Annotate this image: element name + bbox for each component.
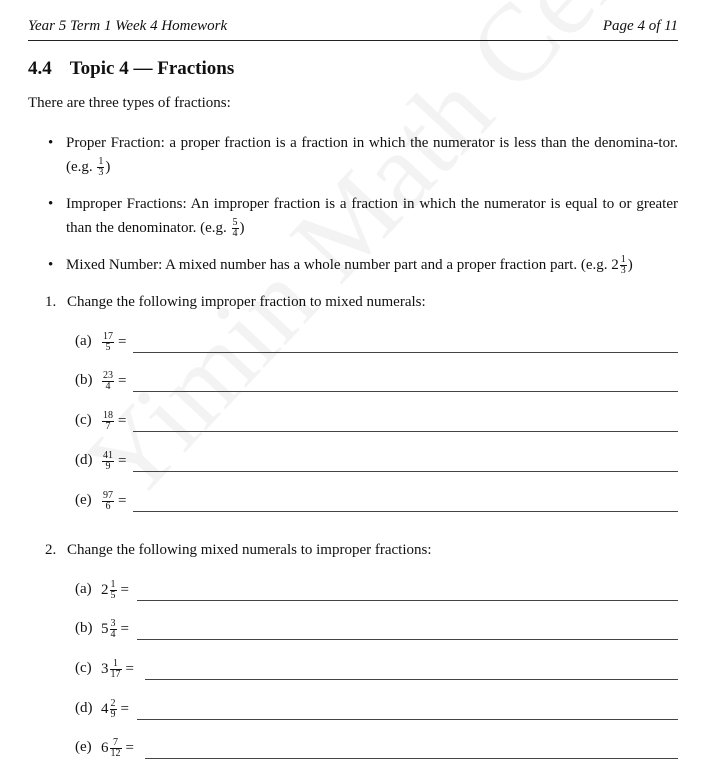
item-label: (c) — [75, 660, 92, 676]
question-number: 1. — [45, 294, 57, 310]
section-title — [28, 58, 234, 80]
section-number: 4.4 — [28, 58, 52, 79]
equals-sign: = — [120, 620, 129, 637]
item-expression — [101, 406, 126, 436]
intro-text: There are three types of fractions: — [28, 95, 231, 111]
answer-line[interactable] — [133, 391, 678, 392]
denominator: 9 — [105, 460, 111, 472]
fraction-stack — [102, 411, 114, 432]
bullet-item — [48, 131, 678, 179]
section-heading: Topic 4 — Fractions — [69, 58, 235, 79]
numerator: 1 — [98, 156, 104, 168]
fraction-stack — [102, 332, 114, 353]
fraction — [101, 371, 115, 392]
numerator: 18 — [103, 409, 113, 421]
item-expression — [101, 694, 129, 724]
exercise-item — [75, 575, 678, 605]
equals-sign: = — [118, 492, 127, 509]
equals-sign: = — [118, 372, 127, 389]
equals-sign: = — [125, 739, 134, 756]
answer-line[interactable] — [145, 679, 678, 680]
item-label: (a) — [75, 581, 92, 597]
whole-part: 5 — [101, 620, 109, 637]
fraction — [611, 254, 628, 277]
page-header — [28, 16, 678, 41]
item-expression — [101, 486, 126, 516]
exercise-item — [75, 366, 678, 396]
header-title: Year 5 Term 1 Week 4 Homework — [28, 18, 228, 34]
equals-sign: = — [125, 660, 134, 677]
answer-line[interactable] — [137, 639, 678, 640]
fraction-stack — [102, 371, 114, 392]
fraction-stack — [110, 580, 117, 601]
item-expression — [101, 654, 134, 684]
item-expression — [101, 327, 126, 357]
fraction-stack — [110, 699, 117, 720]
fraction — [101, 411, 115, 432]
equals-sign: = — [118, 412, 127, 429]
numerator: 1 — [110, 659, 122, 670]
answer-line[interactable] — [137, 600, 678, 601]
item-expression — [101, 446, 126, 476]
fraction — [101, 738, 123, 759]
page-number: Page 4 of 11 — [602, 18, 678, 34]
numerator: 17 — [103, 330, 113, 342]
fraction — [101, 699, 118, 720]
fraction — [101, 619, 118, 640]
question-number: 2. — [45, 542, 57, 558]
question-text: Change the following mixed numerals to improper fractions: — [67, 542, 432, 558]
item-expression — [101, 366, 126, 396]
fraction-stack — [110, 738, 122, 759]
answer-line[interactable] — [133, 511, 678, 512]
fraction — [101, 491, 115, 512]
numerator: 1 — [620, 254, 626, 266]
item-label: (a) — [75, 333, 92, 349]
numerator: 5 — [232, 217, 238, 229]
exercise-item — [75, 406, 678, 436]
fraction — [101, 332, 115, 353]
bullet-item — [48, 253, 678, 277]
fraction-stack — [97, 157, 104, 178]
item-label: (b) — [75, 620, 93, 636]
denominator: 3 — [620, 265, 626, 277]
item-label: (b) — [75, 372, 93, 388]
whole-part: 2 — [101, 581, 109, 598]
bullet-dot: • — [48, 257, 54, 273]
bullet-text: Mixed Number: A mixed number has a whole number part and a proper fraction part. (e.g. 2 $\frac{1}{3}$ ) — [66, 254, 633, 277]
answer-line[interactable] — [145, 758, 678, 759]
numerator: 3 — [110, 617, 116, 629]
exercise-item — [75, 694, 678, 724]
whole-part: 4 — [101, 700, 109, 717]
item-label: (c) — [75, 412, 92, 428]
bullet-dot: • — [48, 196, 54, 212]
answer-line[interactable] — [133, 431, 678, 432]
denominator: 5 — [110, 589, 116, 601]
bullet-text: Improper Fractions: An improper fraction is a fraction in which the numerator is equal to or greater than the denominator. (e.g. $\frac{5}{4}$ ) — [66, 196, 678, 240]
bullet-item — [48, 192, 678, 240]
question-text: Change the following improper fraction to mixed numerals: — [67, 294, 426, 310]
numerator: 1 — [110, 578, 116, 590]
numerator: 97 — [103, 489, 113, 501]
equals-sign: = — [120, 700, 129, 717]
whole-part: 3 — [101, 660, 109, 677]
item-label: (e) — [75, 492, 92, 508]
answer-line[interactable] — [137, 719, 678, 720]
exercise-item — [75, 446, 678, 476]
question-prompt — [45, 294, 426, 311]
equals-sign: = — [120, 581, 129, 598]
item-expression — [101, 614, 129, 644]
item-expression — [101, 733, 134, 763]
fraction-stack — [620, 255, 627, 276]
fraction-stack — [232, 218, 239, 239]
denominator: 12 — [110, 747, 121, 759]
denominator: 9 — [110, 708, 116, 720]
fraction — [101, 451, 115, 472]
whole-part: 6 — [101, 739, 109, 756]
numerator: 2 — [110, 697, 116, 709]
denominator: 4 — [105, 380, 111, 392]
numerator: 23 — [103, 369, 113, 381]
denominator: 5 — [105, 341, 111, 353]
denominator: 4 — [110, 628, 116, 640]
bullet-dot: • — [48, 135, 54, 151]
fraction-stack — [110, 619, 117, 640]
answer-line[interactable] — [133, 352, 678, 353]
whole-part: 2 — [611, 257, 619, 273]
denominator: 7 — [105, 420, 111, 432]
fraction — [96, 156, 105, 179]
exercise-item — [75, 486, 678, 516]
numerator: 41 — [103, 449, 113, 461]
numerator: 7 — [110, 738, 122, 749]
denominator: 4 — [232, 228, 238, 240]
fraction-stack — [102, 451, 114, 472]
exercise-item — [75, 614, 678, 644]
exercise-item — [75, 733, 678, 763]
exercise-item — [75, 327, 678, 357]
exercise-item — [75, 654, 678, 684]
item-label: (d) — [75, 452, 93, 468]
denominator: 17 — [110, 668, 121, 680]
denominator: 3 — [98, 167, 104, 179]
item-expression — [101, 575, 129, 605]
denominator: 6 — [105, 500, 111, 512]
fraction — [231, 217, 240, 240]
question-prompt — [45, 542, 432, 559]
fraction-stack — [110, 659, 122, 680]
fraction-stack — [102, 491, 114, 512]
item-label: (d) — [75, 700, 93, 716]
bullet-text: Proper Fraction: a proper fraction is a fraction in which the numerator is less than the denomina-tor. (e.g. $\frac{1}{3}$ ) — [66, 135, 678, 179]
equals-sign: = — [118, 452, 127, 469]
fraction — [101, 580, 118, 601]
fraction — [101, 659, 123, 680]
item-label: (e) — [75, 739, 92, 755]
equals-sign: = — [118, 333, 127, 350]
answer-line[interactable] — [133, 471, 678, 472]
